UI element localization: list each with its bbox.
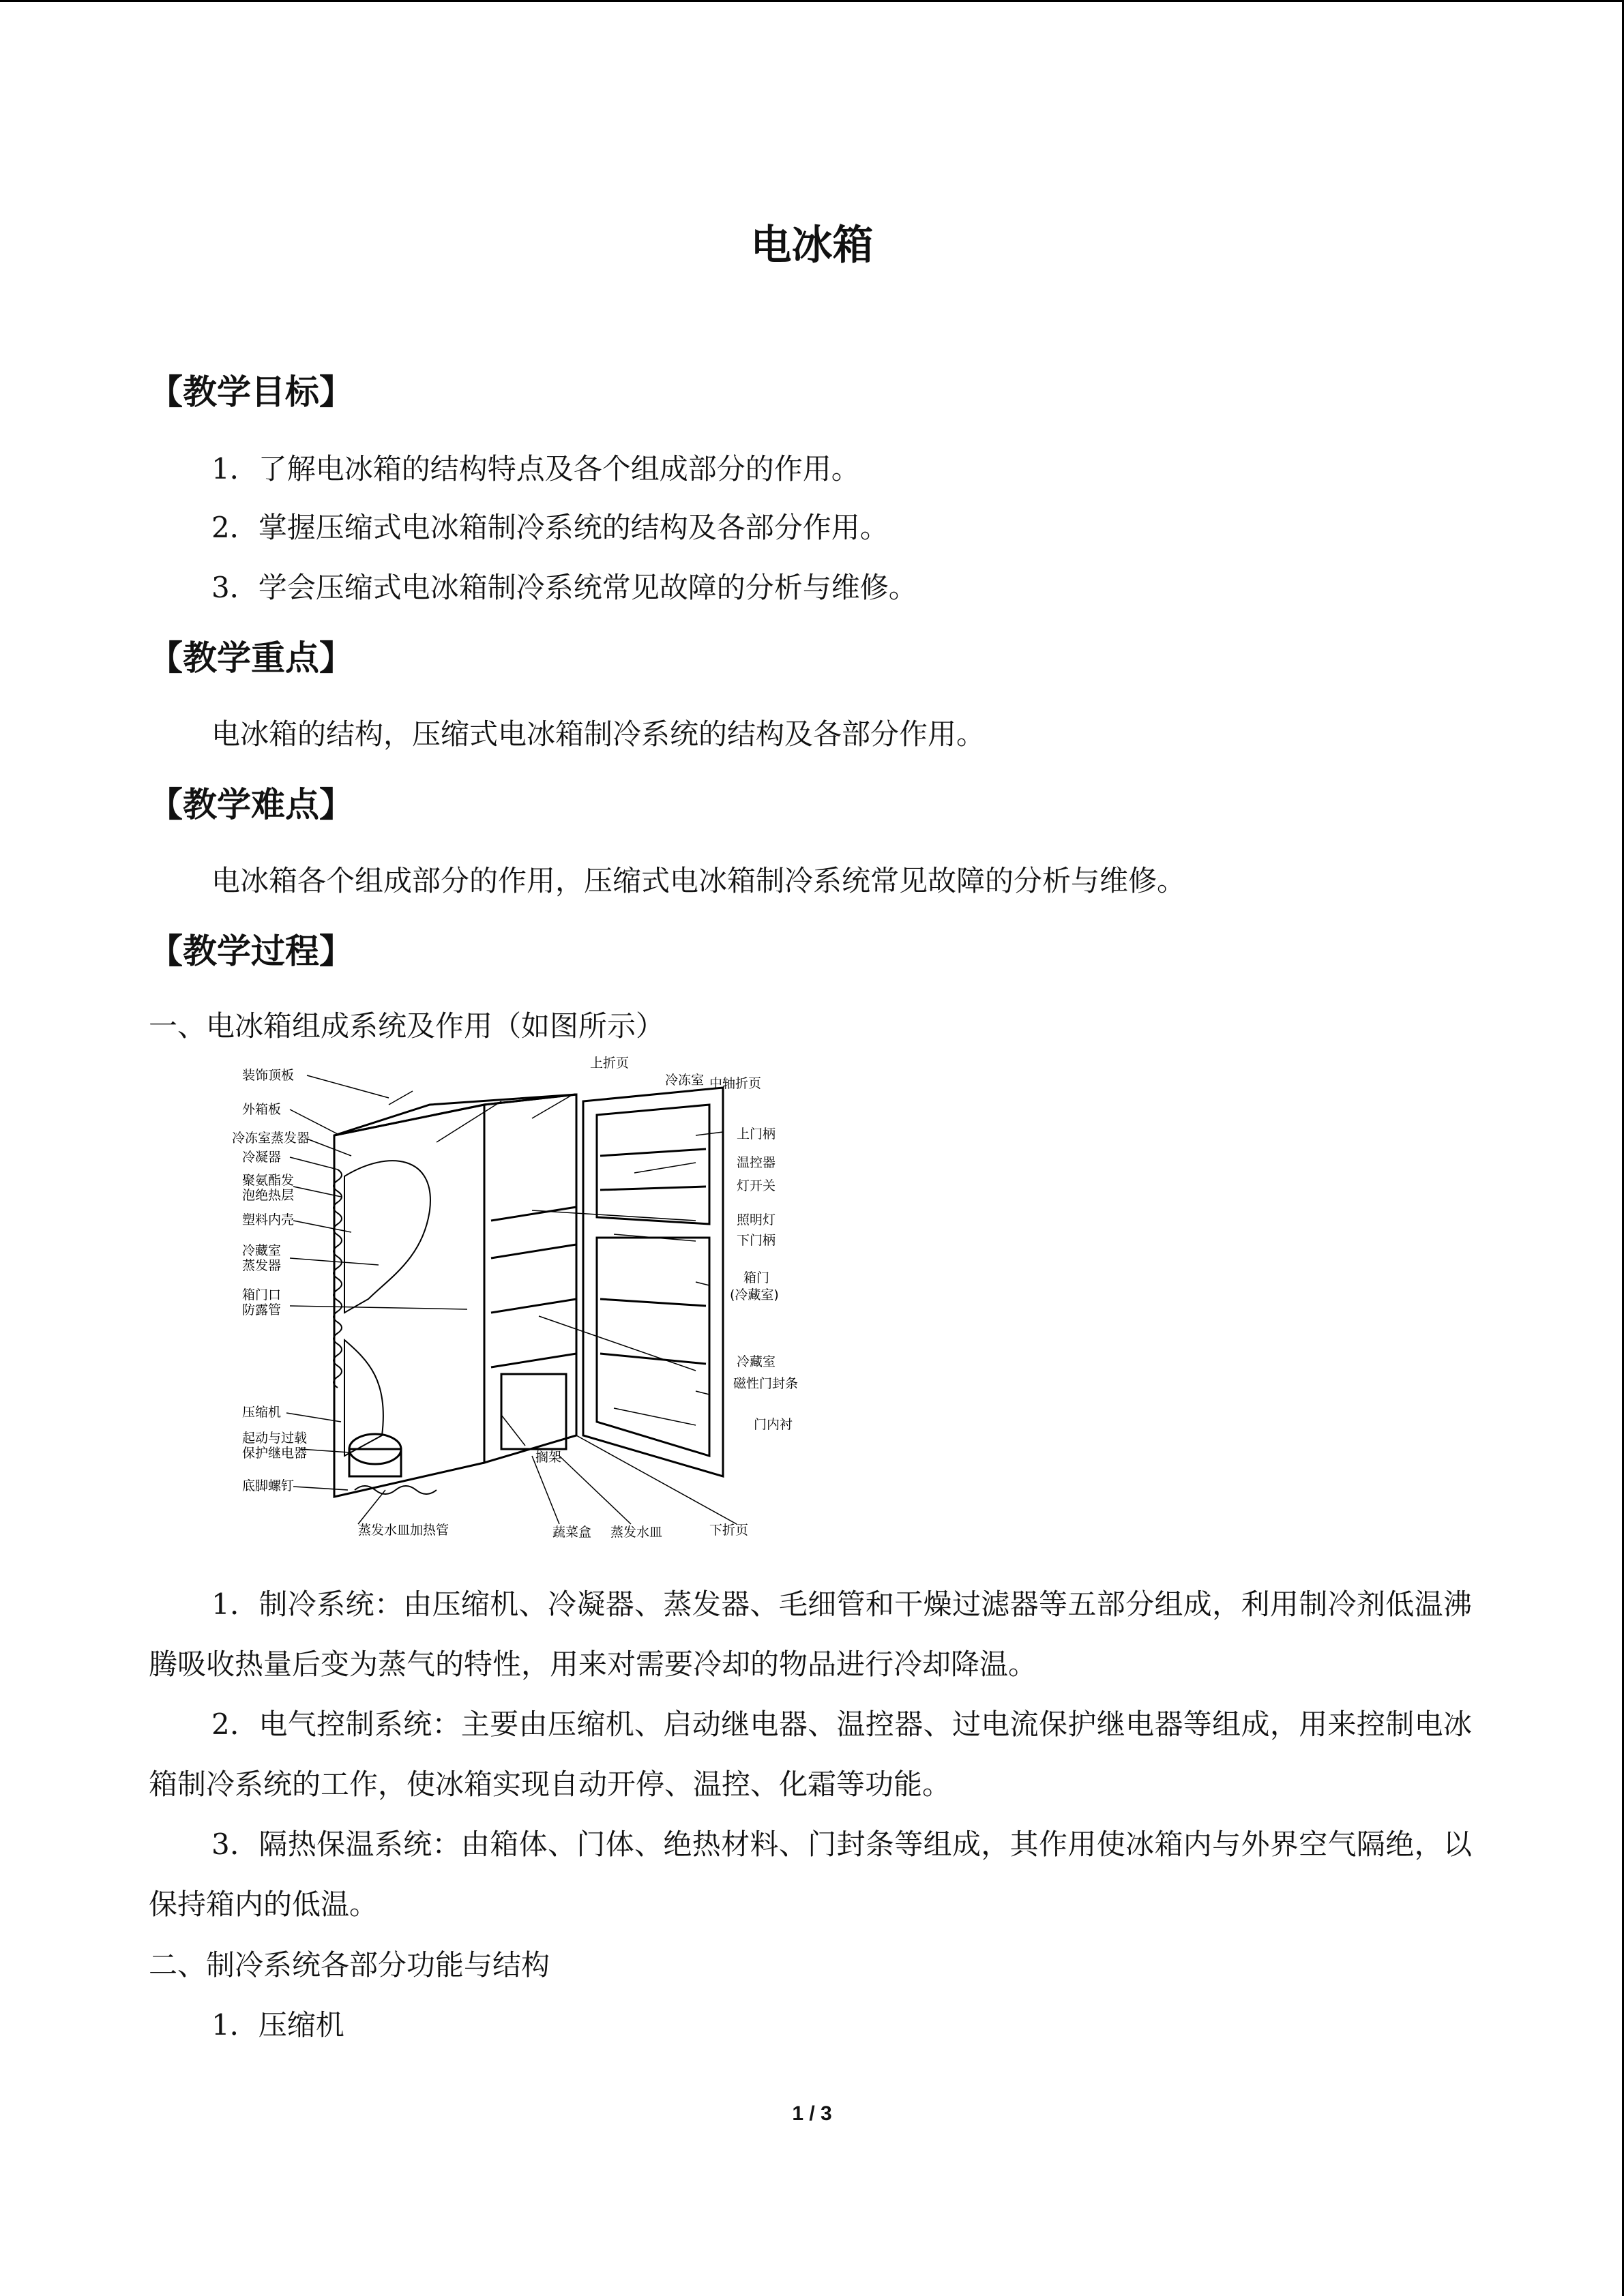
label-foot-screw: 底脚螺钉: [242, 1478, 295, 1493]
label-freezer-evaporator: 冷冻室蒸发器: [232, 1131, 310, 1146]
label-plastic-liner: 塑料内壳: [242, 1212, 295, 1227]
objective-1: 1．了解电冰箱的结构特点及各个组成部分的作用。: [211, 452, 860, 486]
part1-title: 一、电冰箱组成系统及作用（如图所示）: [149, 1009, 665, 1043]
part2-item-1: 1．压缩机: [211, 2008, 344, 2042]
label-evap-pan: 蒸发水皿: [610, 1525, 663, 1540]
crisper-box: [501, 1374, 566, 1449]
label-door: 箱门: [743, 1270, 770, 1285]
label-freezer: 冷冻室: [665, 1073, 705, 1088]
label-upper-handle: 上门柄: [737, 1127, 776, 1142]
label-pan-heater: 蒸发水皿加热管: [358, 1523, 449, 1538]
objectives-heading: 【教学目标】: [149, 372, 353, 412]
refrigerator-diagram: [232, 1054, 805, 1548]
page-border-top: [0, 0, 1624, 2]
label-thermostat: 温控器: [737, 1155, 776, 1170]
part1-item-1: 1．制冷系统：由压缩机、冷凝器、蒸发器、毛细管和干燥过滤器等五部分组成，利用制冷剂低温沸腾吸收热量后变为蒸气的特性，用来对需要冷却的物品进行冷却降温。: [149, 1587, 1472, 1681]
label-insulation-1: 聚氨酯发: [242, 1173, 295, 1188]
part2-title: 二、制冷系统各部分功能与结构: [149, 1948, 550, 1982]
label-relay-2: 保护继电器: [242, 1446, 308, 1461]
difficulties-text: 电冰箱各个组成部分的作用，压缩式电冰箱制冷系统常见故障的分析与维修。: [211, 864, 1186, 897]
label-light: 照明灯: [737, 1212, 776, 1227]
cabinet-front-opening: [484, 1094, 576, 1463]
objective-3: 3．学会压缩式电冰箱制冷系统常见故障的分析与维修。: [211, 571, 917, 604]
label-insulation-2: 泡绝热层: [242, 1188, 295, 1203]
label-door-frame-pipe-2: 防露管: [242, 1302, 282, 1317]
key-points-text: 电冰箱的结构，压缩式电冰箱制冷系统的结构及各部分作用。: [211, 717, 986, 751]
label-lower-hinge: 下折页: [709, 1523, 749, 1538]
page-number: 1 / 3: [792, 2102, 832, 2125]
label-middle-hinge: 中轴折页: [709, 1076, 762, 1091]
door: [583, 1088, 723, 1476]
part1-item-3: 3．隔热保温系统：由箱体、门体、绝热材料、门封条等组成，其作用使冰箱内与外界空气隔绝，以保持箱内的低温。: [149, 1828, 1472, 1921]
label-crisper: 蔬菜盒: [552, 1525, 592, 1540]
cabinet-top: [334, 1094, 576, 1135]
label-door-frame-pipe-1: 箱门口: [242, 1287, 282, 1302]
label-fridge-evaporator-2: 蒸发器: [242, 1258, 282, 1273]
label-upper-hinge: 上折页: [590, 1056, 630, 1071]
label-fridge-evaporator-1: 冷藏室: [242, 1243, 282, 1258]
label-outer-panel: 外箱板: [242, 1102, 282, 1117]
difficulties-heading: 【教学难点】: [149, 785, 353, 824]
part1-item-2: 2．电气控制系统：主要由压缩机、启动继电器、温控器、过电流保护继电器等组成，用来控制电冰箱制冷系统的工作，使冰箱实现自动开停、温控、化霜等功能。: [149, 1708, 1472, 1801]
freezer-door-panel: [597, 1105, 709, 1224]
process-heading: 【教学过程】: [149, 931, 353, 971]
page-title: 电冰箱: [750, 222, 874, 269]
label-shelf: 搁架: [535, 1450, 562, 1465]
label-decor-top-panel: 装饰顶板: [242, 1068, 295, 1083]
label-compressor: 压缩机: [242, 1405, 282, 1420]
label-relay-1: 起动与过载: [242, 1431, 308, 1446]
label-light-switch: 灯开关: [737, 1178, 776, 1193]
label-door-fridge: (冷藏室): [730, 1287, 779, 1302]
key-points-heading: 【教学重点】: [149, 638, 353, 678]
fridge-door-panel: [597, 1238, 709, 1456]
objective-2: 2．掌握压缩式电冰箱制冷系统的结构及各部分作用。: [211, 511, 889, 544]
label-lower-handle: 下门柄: [737, 1233, 776, 1248]
label-door-liner: 门内衬: [754, 1417, 793, 1432]
label-magnetic-gasket: 磁性门封条: [733, 1376, 799, 1391]
label-condenser: 冷凝器: [242, 1150, 282, 1165]
label-fridge: 冷藏室: [737, 1354, 776, 1369]
